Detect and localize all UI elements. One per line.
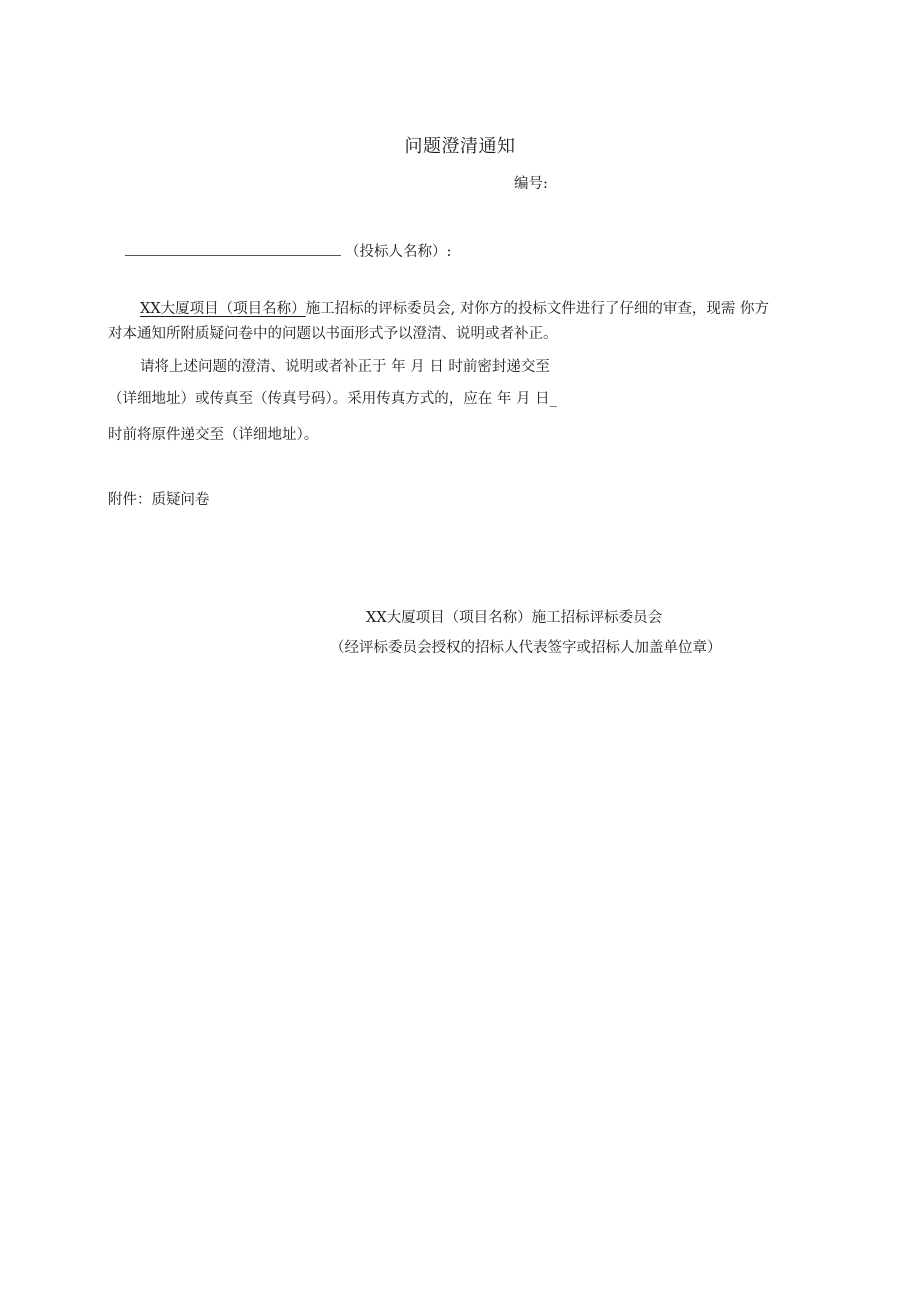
paragraph2-line1: 请将上述问题的澄清、说明或者补正于 年 月 日 时前密封递交至 xyxy=(140,359,550,375)
addressee-suffix: （投标人名称）: xyxy=(345,244,452,260)
document-number-label: 编号: xyxy=(514,176,548,192)
addressee-line xyxy=(125,240,451,261)
paragraph1-line1-rest: 施工招标的评标委员会, 对你方的投标文件进行了仔细的审查，现需 你方 xyxy=(305,301,769,317)
signature-note: （经评标委员会授权的招标人代表签字或招标人加盖单位章） xyxy=(330,640,722,656)
paragraph1-line2: 对本通知所附质疑问卷中的问题以书面形式予以澄清、说明或者补正。 xyxy=(108,326,558,342)
bidder-name-blank xyxy=(125,241,341,256)
project-name: XX大厦项目（项目名称） xyxy=(140,301,306,317)
page-title: 问题澄清通知 xyxy=(404,136,516,157)
paragraph2-line2: （详细地址）或传真至（传真号码）。采用传真方式的，应在 年 月 日_ xyxy=(108,391,557,407)
attachment-line: 附件：质疑问卷 xyxy=(108,492,210,508)
paragraph1-line1 xyxy=(140,297,769,318)
paragraph2-line3: 时前将原件递交至（详细地址）。 xyxy=(108,427,319,443)
signature-committee: XX大厦项目（项目名称）施工招标评标委员会 xyxy=(366,610,663,626)
